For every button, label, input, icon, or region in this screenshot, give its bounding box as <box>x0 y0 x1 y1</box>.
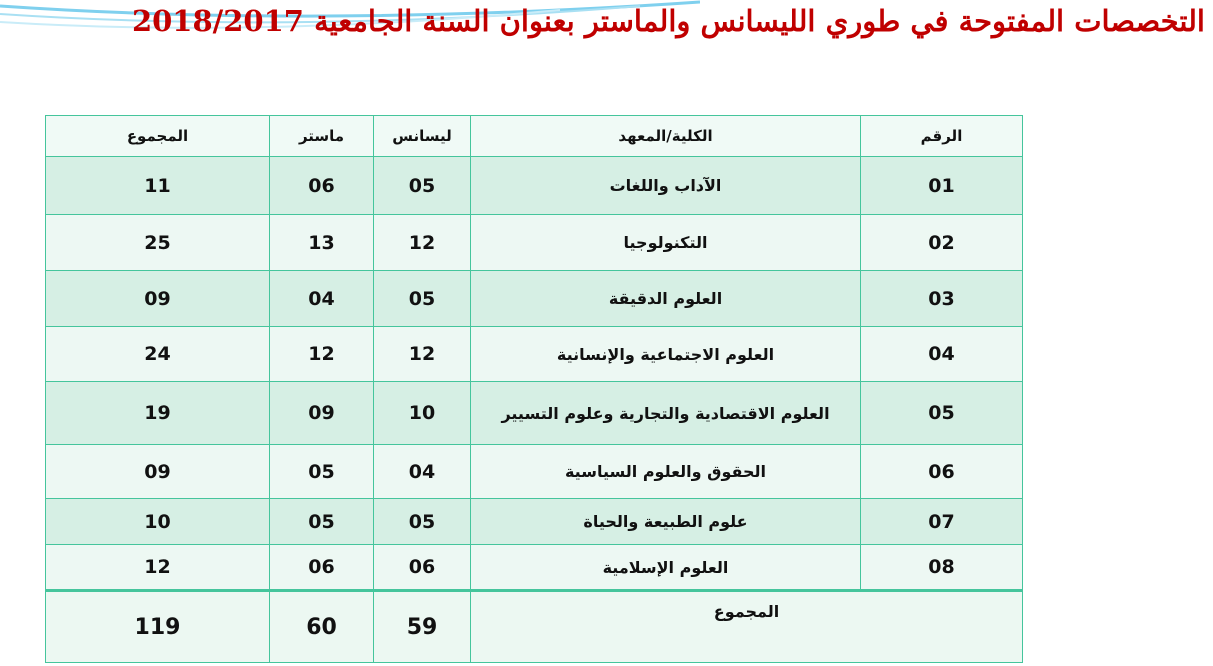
cell-master: 13 <box>270 215 374 271</box>
page-title: التخصصات المفتوحة في طوري الليسانس والماستر بعنوان السنة الجامعية 2018/2017 <box>131 4 1205 38</box>
cell-master: 06 <box>270 157 374 215</box>
header-row <box>46 116 1023 157</box>
cell-faculty: الحقوق والعلوم السياسية <box>471 445 861 499</box>
header-master: ماستر <box>270 116 374 157</box>
cell-number: 05 <box>861 382 1023 445</box>
cell-master: 05 <box>270 445 374 499</box>
cell-number: 08 <box>861 545 1023 591</box>
cell-total: 19 <box>46 382 270 445</box>
header-number: الرقم <box>861 116 1023 157</box>
cell-total: 25 <box>46 215 270 271</box>
cell-licence: 06 <box>374 545 471 591</box>
cell-licence: 12 <box>374 327 471 382</box>
cell-licence: 05 <box>374 157 471 215</box>
cell-licence: 12 <box>374 215 471 271</box>
table-row <box>46 271 1023 327</box>
cell-licence: 10 <box>374 382 471 445</box>
cell-licence: 05 <box>374 271 471 327</box>
cell-total: 10 <box>46 499 270 545</box>
specialties-table <box>45 115 1023 663</box>
table-row <box>46 215 1023 271</box>
cell-total: 09 <box>46 445 270 499</box>
cell-faculty: الآداب واللغات <box>471 157 861 215</box>
table-row <box>46 382 1023 445</box>
header-total: المجموع <box>46 116 270 157</box>
totals-row <box>46 591 1023 663</box>
cell-number: 02 <box>861 215 1023 271</box>
cell-licence: 05 <box>374 499 471 545</box>
header-faculty: الكلية/المعهد <box>471 116 861 157</box>
cell-total: 11 <box>46 157 270 215</box>
cell-number: 04 <box>861 327 1023 382</box>
totals-total: 119 <box>46 591 270 663</box>
table-row <box>46 327 1023 382</box>
cell-licence: 04 <box>374 445 471 499</box>
totals-master: 60 <box>270 591 374 663</box>
cell-faculty: علوم الطبيعة والحياة <box>471 499 861 545</box>
totals-label: المجموع <box>471 591 1023 663</box>
cell-total: 09 <box>46 271 270 327</box>
cell-number: 06 <box>861 445 1023 499</box>
cell-faculty: العلوم الاجتماعية والإنسانية <box>471 327 861 382</box>
cell-faculty: العلوم الإسلامية <box>471 545 861 591</box>
table-row <box>46 445 1023 499</box>
cell-total: 12 <box>46 545 270 591</box>
cell-master: 12 <box>270 327 374 382</box>
cell-master: 09 <box>270 382 374 445</box>
cell-total: 24 <box>46 327 270 382</box>
table-row <box>46 545 1023 591</box>
cell-master: 05 <box>270 499 374 545</box>
totals-licence: 59 <box>374 591 471 663</box>
table-row <box>46 499 1023 545</box>
cell-faculty: العلوم الاقتصادية والتجارية وعلوم التسيير <box>471 382 861 445</box>
cell-master: 06 <box>270 545 374 591</box>
cell-number: 07 <box>861 499 1023 545</box>
cell-faculty: التكنولوجيا <box>471 215 861 271</box>
cell-number: 03 <box>861 271 1023 327</box>
header-licence: ليسانس <box>374 116 471 157</box>
cell-number: 01 <box>861 157 1023 215</box>
table-row <box>46 157 1023 215</box>
cell-faculty: العلوم الدقيقة <box>471 271 861 327</box>
cell-master: 04 <box>270 271 374 327</box>
